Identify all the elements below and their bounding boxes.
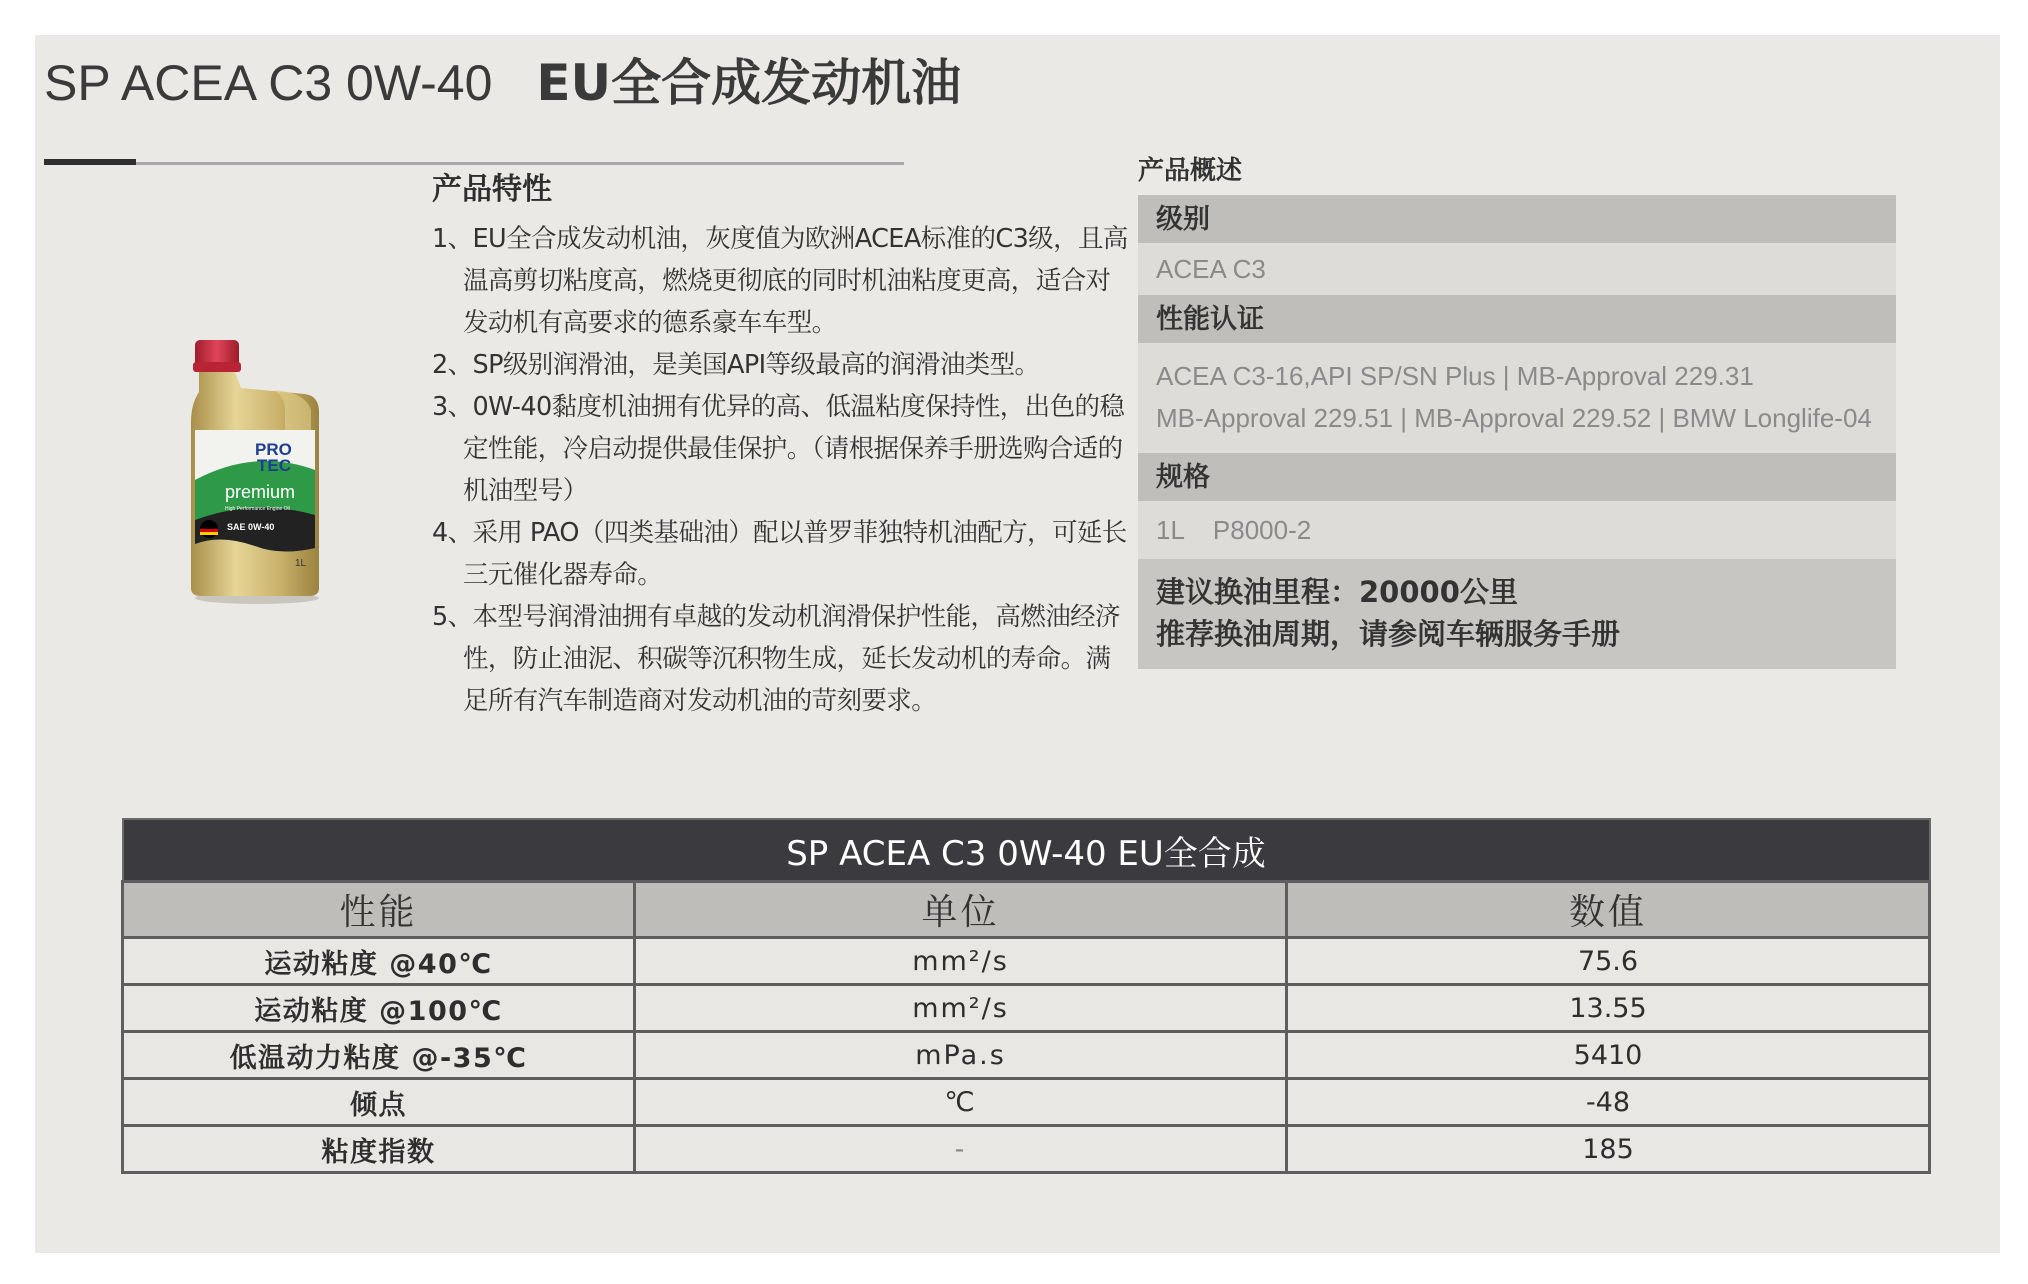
bottle-grade: SAE 0W-40 <box>227 522 275 532</box>
feature-item-5: 5、本型号润滑油拥有卓越的发动机润滑保护性能，高燃油经济性，防止油泥、积碳等沉积物生成，延长发动机的寿命。满足所有汽车制造商对发动机油的苛刻要求。 <box>432 602 1120 716</box>
row-unit: ℃ <box>635 1079 1287 1126</box>
feature-item-2: 2、SP级别润滑油，是美国API等级最高的润滑油类型。 <box>432 350 1040 380</box>
product-features <box>432 164 1132 722</box>
features-heading: 产品特性 <box>432 172 552 207</box>
grade-label: 级别 <box>1138 195 1896 243</box>
certification-line-2: MB-Approval 229.51 | MB-Approval 229.52 | BMW Longlife-04 <box>1156 403 1872 433</box>
title-model: SP ACEA C3 0W-40 <box>44 55 493 111</box>
table-row <box>123 1032 1930 1079</box>
spec-table <box>121 818 1931 1174</box>
bottle-volume: 1L <box>295 558 307 569</box>
interval-mileage: 建议换油里程：20000公里 <box>1156 575 1518 609</box>
feature-item-1: 1、EU全合成发动机油，灰度值为欧洲ACEA标准的C3级，且高温高剪切粘度高，燃烧更彻底的同时机油粘度更高，适合对发动机有高要求的德系豪车车型。 <box>432 224 1128 338</box>
table-row <box>123 938 1930 985</box>
bottle-product-name: premium <box>225 482 296 502</box>
bottle-brand-line1: PRO <box>255 440 292 459</box>
certification-values <box>1138 343 1896 453</box>
features-list <box>432 218 1132 722</box>
row-value: 13.55 <box>1287 985 1930 1032</box>
product-overview <box>1138 150 1896 669</box>
header-property: 性能 <box>123 882 635 938</box>
table-header-row <box>123 882 1930 938</box>
page-title <box>44 54 962 112</box>
row-value: -48 <box>1287 1079 1930 1126</box>
spec-size: 1L <box>1156 515 1185 545</box>
row-unit: - <box>635 1126 1287 1173</box>
bottle-subtitle: High Performance Engine Oil <box>225 506 290 512</box>
row-value: 185 <box>1287 1126 1930 1173</box>
bottle-brand-line2: TEC <box>257 456 291 475</box>
table-row <box>123 1079 1930 1126</box>
row-value: 75.6 <box>1287 938 1930 985</box>
row-property: 低温动力粘度 @-35℃ <box>123 1032 635 1079</box>
feature-item-3: 3、0W-40黏度机油拥有优异的高、低温粘度保持性，出色的稳定性能，冷启动提供最佳保护。（请根据保养手册选购合适的机油型号） <box>432 392 1125 506</box>
table-caption: SP ACEA C3 0W-40 EU全合成 <box>123 819 1930 882</box>
spec-code: P8000-2 <box>1212 515 1312 545</box>
row-unit: mm²/s <box>635 938 1287 985</box>
certification-label: 性能认证 <box>1138 295 1896 343</box>
overview-heading: 产品概述 <box>1138 156 1243 186</box>
table-row <box>123 985 1930 1032</box>
spec-label: 规格 <box>1138 453 1896 501</box>
row-property: 粘度指数 <box>123 1126 635 1173</box>
row-value: 5410 <box>1287 1032 1930 1079</box>
interval-period: 推荐换油周期，请参阅车辆服务手册 <box>1156 617 1621 651</box>
header-unit: 单位 <box>635 882 1287 938</box>
title-product-type: EU全合成发动机油 <box>536 54 962 112</box>
row-unit: mm²/s <box>635 985 1287 1032</box>
row-unit: mPa.s <box>635 1032 1287 1079</box>
row-property: 运动粘度 @100℃ <box>123 985 635 1032</box>
table-caption-row <box>123 819 1930 882</box>
certification-line-1: ACEA C3-16,API SP/SN Plus | MB-Approval 229.31 <box>1156 361 1754 391</box>
table-row <box>123 1126 1930 1173</box>
feature-item-4: 4、采用 PAO（四类基础油）配以普罗菲独特机油配方，可延长三元催化器寿命。 <box>432 518 1127 590</box>
grade-value: ACEA C3 <box>1138 243 1896 295</box>
oil-change-interval <box>1138 559 1896 669</box>
header-value: 数值 <box>1287 882 1930 938</box>
row-property: 倾点 <box>123 1079 635 1126</box>
spec-value <box>1138 501 1896 559</box>
oil-bottle-icon <box>185 330 330 605</box>
product-bottle-image <box>185 330 330 605</box>
row-property: 运动粘度 @40℃ <box>123 938 635 985</box>
title-underline-accent <box>44 159 136 165</box>
